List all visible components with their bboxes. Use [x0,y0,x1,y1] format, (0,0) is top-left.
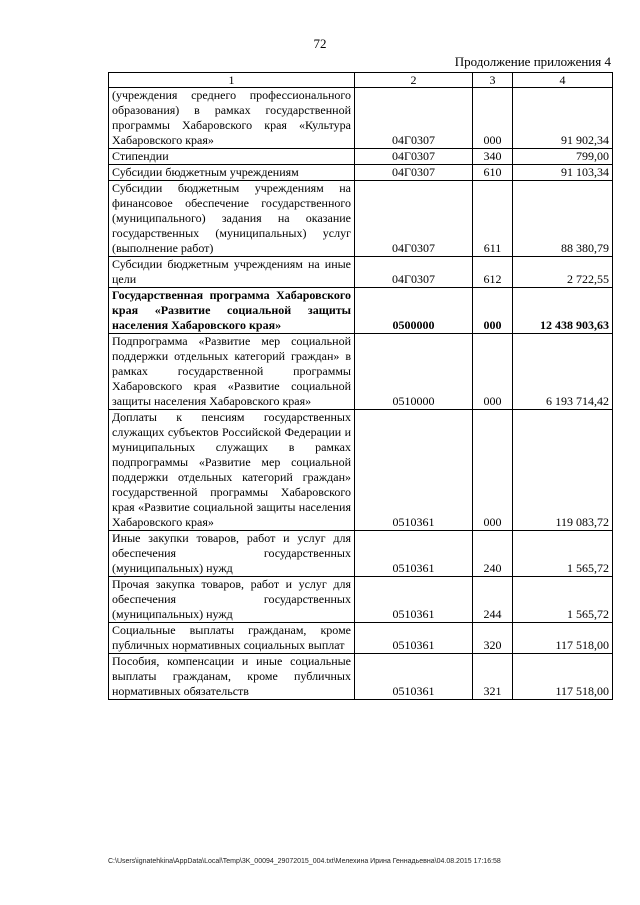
table-row [109,654,613,700]
row-amount: 88 380,79 [513,181,613,257]
header-col-4: 4 [513,73,613,88]
table-row [109,149,613,165]
row-amount: 117 518,00 [513,623,613,654]
row-name: Иные закупки товаров, работ и услуг для обеспечения государственных (муниципальных) нужд [109,531,355,577]
row-amount: 6 193 714,42 [513,334,613,410]
table-row [109,165,613,181]
row-amount: 12 438 903,63 [513,288,613,334]
row-name: Субсидии бюджетным учреждениям [109,165,355,181]
row-name: Подпрограмма «Развитие мер социальной поддержки отдельных категорий граждан» в рамках государственной программы Хабаровского края «Развитие социальной защиты населения Хабаровского края» [109,334,355,410]
row-amount: 1 565,72 [513,577,613,623]
row-target-code: 0510361 [355,410,473,531]
row-name: Пособия, компенсации и иные социальные выплаты гражданам, кроме публичных нормативных обязательств [109,654,355,700]
row-expense-type: 000 [473,334,513,410]
continuation-label: Продолжение приложения 4 [454,54,611,69]
table-row [109,257,613,288]
row-expense-type: 610 [473,165,513,181]
row-expense-type: 611 [473,181,513,257]
table-row [109,410,613,531]
row-target-code: 04Г0307 [355,149,473,165]
table-row [109,334,613,410]
row-expense-type: 244 [473,577,513,623]
table-row [109,88,613,149]
row-name: Доплаты к пенсиям государственных служащих субъектов Российской Федерации и муниципальных служащих в рамках подпрограммы «Развитие мер социальной поддержки отдельных категорий граждан» государственной программы Хабаровского края «Развитие социальной защиты населения Хабаровского края» [109,410,355,531]
row-target-code: 0500000 [355,288,473,334]
row-target-code: 04Г0307 [355,88,473,149]
row-name: Прочая закупка товаров, работ и услуг для обеспечения государственных (муниципальных) нужд [109,577,355,623]
row-amount: 91 902,34 [513,88,613,149]
header-col-2: 2 [355,73,473,88]
row-target-code: 0510361 [355,623,473,654]
row-expense-type: 240 [473,531,513,577]
table-row [109,531,613,577]
row-name: (учреждения среднего профессионального образования) в рамках государственной программы Хабаровского края «Культура Хабаровского края» [109,88,355,149]
table-header-row [109,73,613,88]
row-expense-type: 000 [473,288,513,334]
row-expense-type: 000 [473,410,513,531]
table-row [109,623,613,654]
row-target-code: 0510361 [355,577,473,623]
row-name: Субсидии бюджетным учреждениям на иные цели [109,257,355,288]
row-name: Социальные выплаты гражданам, кроме публичных нормативных социальных выплат [109,623,355,654]
row-amount: 119 083,72 [513,410,613,531]
row-target-code: 0510361 [355,654,473,700]
row-target-code: 04Г0307 [355,165,473,181]
row-expense-type: 320 [473,623,513,654]
table-row [109,577,613,623]
header-col-1: 1 [109,73,355,88]
row-name: Субсидии бюджетным учреждениям на финансовое обеспечение государственного (муниципального) задания на оказание государственных (муниципальных) услуг (выполнение работ) [109,181,355,257]
table-row [109,181,613,257]
row-amount: 2 722,55 [513,257,613,288]
row-expense-type: 000 [473,88,513,149]
row-target-code: 0510361 [355,531,473,577]
table-body [109,88,613,700]
row-amount: 91 103,34 [513,165,613,181]
header-col-3: 3 [473,73,513,88]
row-name: Государственная программа Хабаровского края «Развитие социальной защиты населения Хабаровского края» [109,288,355,334]
row-target-code: 0510000 [355,334,473,410]
row-expense-type: 612 [473,257,513,288]
row-target-code: 04Г0307 [355,181,473,257]
page-number: 72 [313,36,327,51]
row-amount: 117 518,00 [513,654,613,700]
footer-file-path: C:\Users\ignatehkina\AppData\Local\Temp\3K_00094_29072015_004.txt\Мелехина Ирина Геннадьевна\04.08.2015 17:16:58 [108,858,501,865]
row-name: Стипендии [109,149,355,165]
row-amount: 799,00 [513,149,613,165]
row-target-code: 04Г0307 [355,257,473,288]
table-row [109,288,613,334]
row-amount: 1 565,72 [513,531,613,577]
budget-table [108,72,613,700]
row-expense-type: 321 [473,654,513,700]
row-expense-type: 340 [473,149,513,165]
